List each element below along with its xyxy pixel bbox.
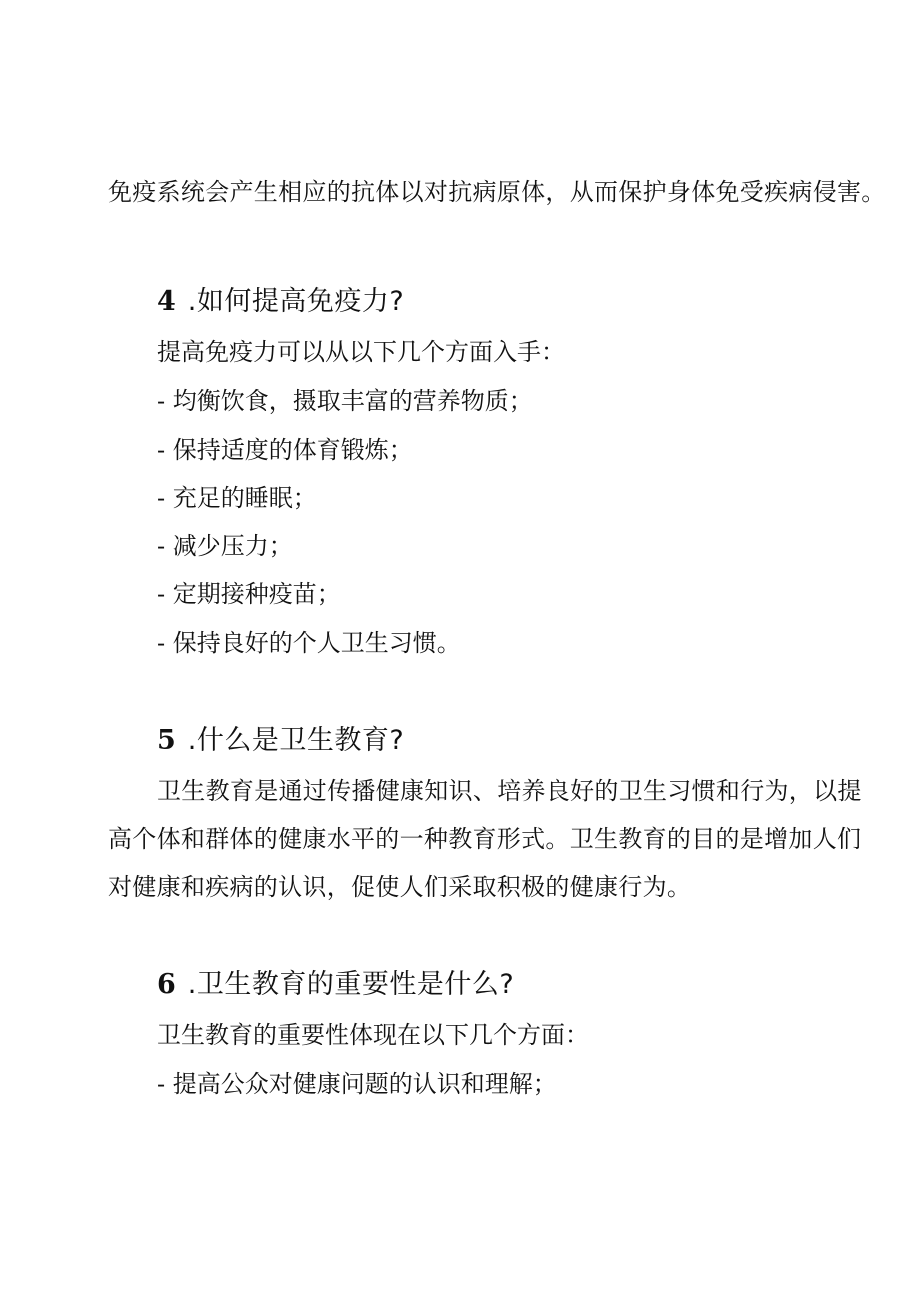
section-5-paragraph-line: 对健康和疾病的认识，促使人们采取积极的健康行为。 [108, 873, 692, 901]
section-4-heading [157, 285, 404, 319]
section-4-number: 4 [157, 286, 176, 317]
list-item: - 保持良好的个人卫生习惯。 [157, 629, 461, 657]
list-item: - 均衡饮食，摄取丰富的营养物质； [157, 387, 533, 415]
section-4-title: .如何提高免疫力? [187, 286, 405, 317]
section-5-title: .什么是卫生教育? [187, 725, 405, 756]
list-item: - 提高公众对健康问题的认识和理解； [157, 1070, 557, 1098]
section-6-title: .卫生教育的重要性是什么? [187, 969, 515, 1000]
list-item: - 减少压力； [157, 532, 293, 560]
section-5-paragraph-line: 高个体和群体的健康水平的一种教育形式。卫生教育的目的是增加人们 [108, 825, 862, 853]
section-4-intro: 提高免疫力可以从以下几个方面入手： [157, 338, 565, 366]
list-item: - 充足的睡眠； [157, 484, 317, 512]
section-6-heading [157, 968, 514, 1002]
section-5-heading [157, 724, 404, 758]
intro-paragraph: 免疫系统会产生相应的抗体以对抗病原体，从而保护身体免受疾病侵害。 [108, 178, 886, 206]
list-item: - 保持适度的体育锻炼； [157, 436, 413, 464]
section-6-number: 6 [157, 969, 176, 1000]
section-5-number: 5 [157, 725, 176, 756]
list-item: - 定期接种疫苗； [157, 580, 341, 608]
section-5-paragraph-line: 卫生教育是通过传播健康知识、培养良好的卫生习惯和行为，以提 [157, 777, 862, 805]
section-6-intro: 卫生教育的重要性体现在以下几个方面： [157, 1021, 589, 1049]
